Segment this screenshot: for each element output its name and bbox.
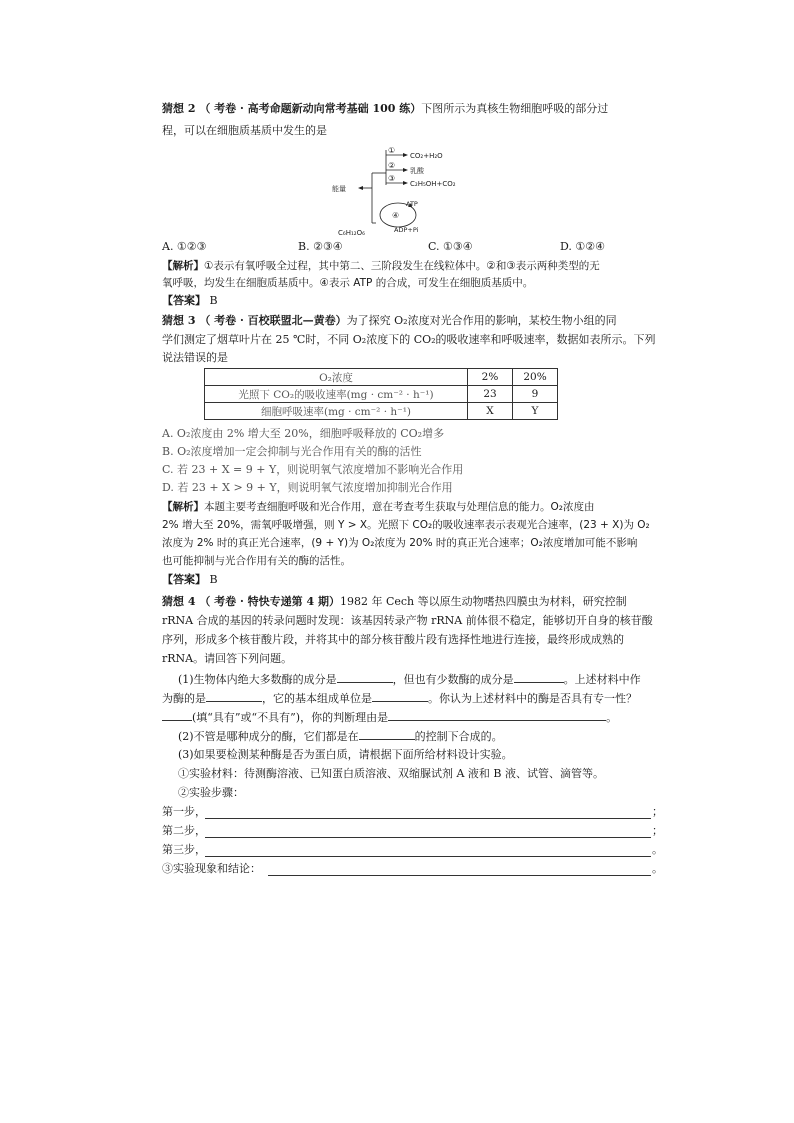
q4-s3b: 。 xyxy=(606,711,618,724)
q4-step3-end: 。 xyxy=(652,843,663,856)
q3-stem3: 说法错误的是 xyxy=(162,351,228,364)
q4-stem3: 序列，形成多个核苷酸片段，并将其中的部分核苷酸片段有选择性地进行连接，最终形成成熟的 xyxy=(162,633,624,646)
q4-s4a: (2)不管是哪种成分的酶，它们都是在 xyxy=(178,730,359,743)
q3-answer: B xyxy=(209,573,218,586)
q4-s1b: ，但也有少数酶的成分是 xyxy=(392,673,514,686)
q3-analysis-line1 xyxy=(162,500,640,514)
q2-analysis2: 氧呼吸，均发生在细胞质基质中。④表示 ATP 的合成，可发生在细胞质基质中。 xyxy=(162,277,534,289)
q2-stem-line2: 程，可以在细胞质基质中发生的是 xyxy=(162,124,327,137)
q4-sub1-line3 xyxy=(162,710,640,725)
diagram-product2: 乳酸 xyxy=(410,167,424,175)
diagram-n2: ② xyxy=(388,161,396,170)
diagram-n3: ③ xyxy=(388,174,396,183)
q3-answer-label: 【答案】 xyxy=(162,573,206,586)
q3-option-a: A. O₂浓度由 2% 增大至 20%，细胞呼吸释放的 CO₂增多 xyxy=(162,427,445,440)
table-row xyxy=(205,386,558,403)
q4-stem1: 1982 年 Cech 等以原生动物嗜热四膜虫为材料，研究控制 xyxy=(339,595,627,608)
step3-answer-line[interactable] xyxy=(205,856,651,857)
q4-sub1-line2 xyxy=(162,691,640,706)
q3-data-table xyxy=(204,368,558,420)
answer-blank-1[interactable] xyxy=(337,672,393,683)
q2-analysis-label: 【解析】 xyxy=(162,260,204,272)
diagram-n4: ④ xyxy=(392,211,400,220)
q4-s1a: (1)生物体内绝大多数酶的成分是 xyxy=(178,673,337,686)
diagram-adp: ADP+Pi xyxy=(394,226,419,234)
step1-answer-line[interactable] xyxy=(205,818,651,819)
table-row2-v1: X xyxy=(468,403,513,420)
q4-result-label: ③实验现象和结论： xyxy=(162,862,261,875)
q4-result-end: 。 xyxy=(652,862,663,875)
q4-s4b: 的控制下合成的。 xyxy=(414,730,503,743)
table-row xyxy=(205,369,558,386)
result-answer-line[interactable] xyxy=(268,875,651,876)
diagram-substrate: C₆H₁₂O₆ xyxy=(338,229,365,237)
q2-head: 猜想 2 （ 考卷 · 高考命题新动向常考基础 100 练） xyxy=(162,102,422,115)
q2-option-c: C. ①③④ xyxy=(428,240,473,253)
q4-sub2 xyxy=(178,729,656,744)
diagram-product3: C₂H₅OH+CO₂ xyxy=(410,180,456,188)
q4-step1-label: 第一步， xyxy=(162,805,206,818)
answer-blank-4[interactable] xyxy=(372,691,428,702)
q2-stem1: 下图所示为真核生物细胞呼吸的部分过 xyxy=(421,102,609,115)
q4-materials: ①实验材料：待测酶溶液、已知蛋白质溶液、双缩脲试剂 A 液和 B 液、试管、滴管等。 xyxy=(178,767,605,780)
q2-answer-label: 【答案】 xyxy=(162,294,206,307)
q3-analysis-label: 【解析】 xyxy=(162,501,204,513)
respiration-diagram xyxy=(328,145,478,240)
diagram-atp: ATP xyxy=(406,200,418,208)
q3-head: 猜想 3 （ 考卷 · 百校联盟北—黄卷） xyxy=(162,314,347,327)
q3-stem1: 为了探究 O₂浓度对光合作用的影响，某校生物小组的同 xyxy=(346,314,617,327)
q4-s2a: 为酶的是 xyxy=(162,692,206,705)
answer-blank-6[interactable] xyxy=(388,710,606,721)
q4-step2-label: 第二步， xyxy=(162,824,206,837)
table-header-label: O₂浓度 xyxy=(205,369,468,386)
q2-answer: B xyxy=(209,294,218,307)
diagram-energy: 能量 xyxy=(332,185,346,193)
table-col2: 20% xyxy=(513,369,558,386)
q4-head: 猜想 4 （ 考卷 · 特快专递第 4 期） xyxy=(162,595,340,608)
q4-s3a: (填“具有”或“不具有”)，你的判断理由是 xyxy=(192,711,389,724)
q4-stem2: rRNA 合成的基因的转录问题时发现：该基因转录产物 rRNA 前体很不稳定，能够切开自身的核苷酸 xyxy=(162,614,653,627)
answer-blank-5[interactable] xyxy=(162,710,192,721)
q3-analysis3: 浓度为 2% 时的真正光合速率，(9 + Y)为 O₂浓度为 20% 时的真正光合速率；O₂浓度增加可能不影响 xyxy=(162,537,638,549)
q2-analysis-line1 xyxy=(162,259,640,273)
q3-stem2: 学们测定了烟草叶片在 25 ℃时，不同 O₂浓度下的 CO₂的吸收速率和呼吸速率，数据如表所示。下列 xyxy=(162,333,656,346)
table-row1-label: 光照下 CO₂的吸收速率(mg · cm⁻² · h⁻¹) xyxy=(205,386,468,403)
step2-answer-line[interactable] xyxy=(205,837,651,838)
q4-step3-label: 第三步， xyxy=(162,843,206,856)
q3-option-d: D. 若 23 + X > 9 + Y，则说明氧气浓度增加抑制光合作用 xyxy=(162,481,453,494)
q4-stem4: rRNA。请回答下列问题。 xyxy=(162,652,293,665)
q4-sub1-line1 xyxy=(178,672,656,687)
q3-analysis4: 也可能抑制与光合作用有关的酶的活性。 xyxy=(162,555,351,567)
q3-analysis1: 本题主要考查细胞呼吸和光合作用，意在考查考生获取与处理信息的能力。O₂浓度由 xyxy=(204,501,595,513)
q3-option-c: C. 若 23 + X = 9 + Y，则说明氧气浓度增加不影响光合作用 xyxy=(162,463,464,476)
table-row1-v1: 23 xyxy=(468,386,513,403)
q2-option-b: B. ②③④ xyxy=(298,240,343,253)
q2-option-d: D. ①②④ xyxy=(560,240,606,253)
q4-s1c: 。上述材料中作 xyxy=(563,673,641,686)
q2-option-a: A. ①②③ xyxy=(162,240,207,253)
q2-answer-line xyxy=(162,294,640,308)
answer-blank-7[interactable] xyxy=(359,729,415,740)
q4-sub3: (3)如果要检测某种酶是否为蛋白质，请根据下面所给材料设计实验。 xyxy=(178,748,513,761)
q4-s2c: 。你认为上述材料中的酶是否具有专一性？ xyxy=(428,692,637,705)
q3-answer-line xyxy=(162,573,640,587)
q3-analysis2: 2% 增大至 20%，需氧呼吸增强，则 Y > X。光照下 CO₂的吸收速率表示表观光合速率，(23 + X)为 O₂ xyxy=(162,519,650,531)
table-row1-v2: 9 xyxy=(513,386,558,403)
table-col1: 2% xyxy=(468,369,513,386)
q3-stem-line1 xyxy=(162,314,640,328)
diagram-n1: ① xyxy=(388,146,396,155)
answer-blank-3[interactable] xyxy=(206,691,262,702)
table-row2-v2: Y xyxy=(513,403,558,420)
answer-blank-2[interactable] xyxy=(514,672,564,683)
q2-analysis1: ①表示有氧呼吸全过程，其中第二、三阶段发生在线粒体中。②和③表示两种类型的无 xyxy=(204,260,600,272)
q4-stem-line1 xyxy=(162,595,640,609)
q4-s2b: ，它的基本组成单位是 xyxy=(262,692,372,705)
table-row2-label: 细胞呼吸速率(mg · cm⁻² · h⁻¹) xyxy=(205,403,468,420)
q2-stem-line1 xyxy=(162,102,640,116)
q4-steps-heading: ②实验步骤： xyxy=(178,786,244,799)
table-row xyxy=(205,403,558,420)
q3-option-b: B. O₂浓度增加一定会抑制与光合作用有关的酶的活性 xyxy=(162,445,422,458)
q4-step1-end: ； xyxy=(652,805,663,818)
q4-step2-end: ； xyxy=(652,824,663,837)
diagram-product1: CO₂+H₂O xyxy=(410,152,443,160)
